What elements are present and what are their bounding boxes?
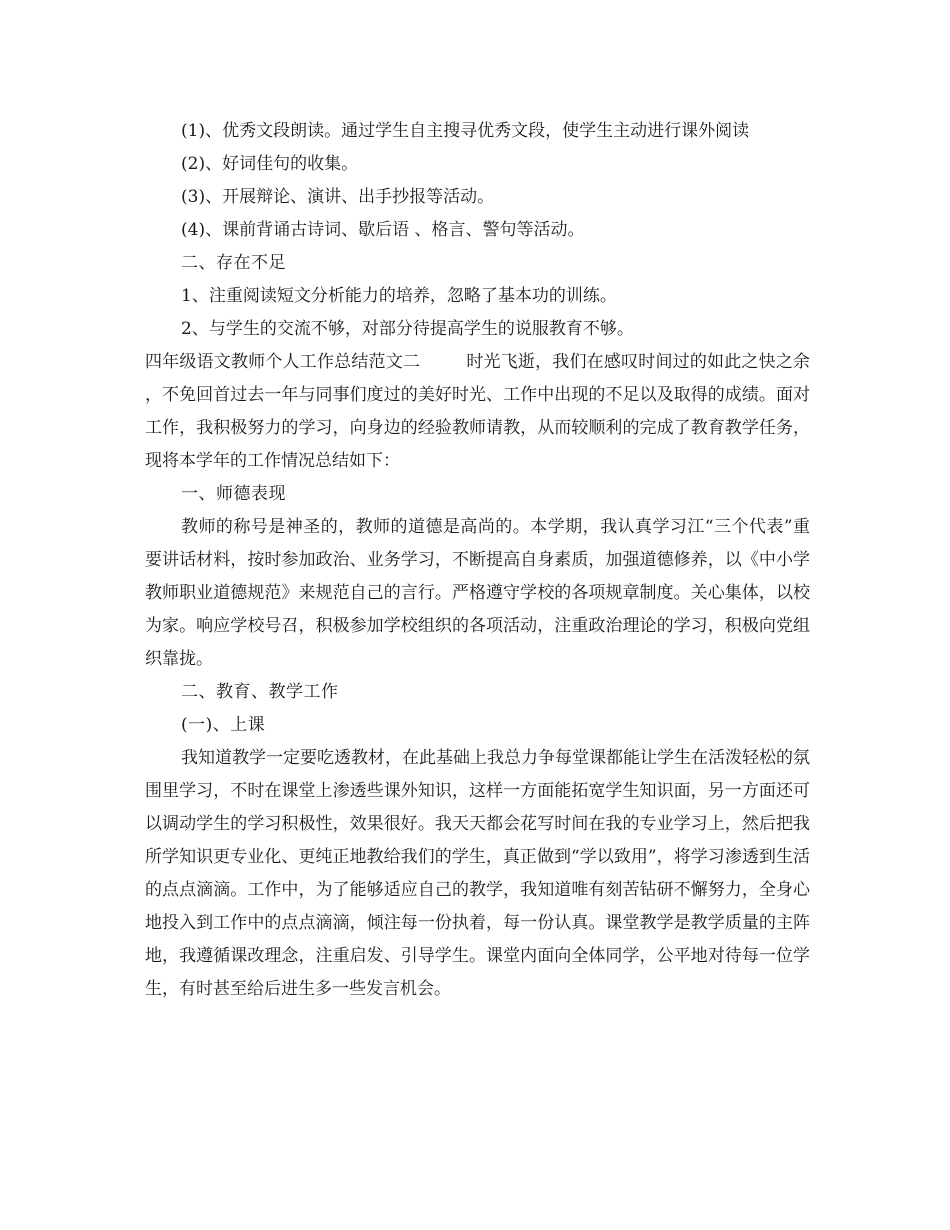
shortcoming-item-1: 1、注重阅读短文分析能力的培养，忽略了基本功的训练。	[181, 286, 617, 306]
ethics-paragraph: 教师的称号是神圣的，教师的道德是高尚的。本学期，我认真学习江“三个代表”重要讲话材料，按时参加政治、业务学习，不断提高自身素质，加强道德修养，以《中小学教师职业道德规范》来规范自己的言行。严格遵守学校的各项规章制度。关心集体，以校为家。响应学校号召，积极参加学校组织的各项活动，注重政治理论的学习，积极向党组织靠拢。	[145, 517, 810, 669]
class-paragraph: 我知道教学一定要吃透教材，在此基础上我总力争每堂课都能让学生在活泼轻松的氛围里学习，不时在课堂上渗透些课外知识，这样一方面能拓宽学生知识面，另一方面还可以调动学生的学习积极性，效果很好。我天天都会花写时间在我的专业学习上，然后把我所学知识更专业化、更纯正地教给我们的学生，真正做到“学以致用”，将学习渗透到生活的点点滴滴。工作中，为了能够适应自己的教学，我知道唯有刻苦钻研不懈努力，全身心地投入到工作中的点点滴滴，倾注每一份执着，每一份认真。课堂教学是教学质量的主阵地，我遵循课改理念，注重启发、引导学生。课堂内面向全体同学，公平地对待每一位学生，有时甚至给后进生多一些发言机会。	[145, 748, 810, 999]
subsection-heading-class: (一)、上课	[181, 715, 266, 735]
list-item-2: (2)、好词佳句的收集。	[181, 154, 359, 174]
section-heading-ethics: 一、师德表现	[181, 484, 286, 504]
list-item-3: (3)、开展辩论、演讲、出手抄报等活动。	[181, 187, 495, 207]
article2-title: 四年级语文教师个人工作总结范文二	[145, 352, 421, 372]
section-heading-teaching: 二、教育、教学工作	[181, 682, 339, 702]
document-page	[145, 115, 810, 1006]
list-item-4: (4)、课前背诵古诗词、歇后语 、格言、警句等活动。	[181, 220, 585, 240]
article2-intro-paragraph	[145, 346, 810, 478]
section-heading-shortcomings: 二、存在不足	[181, 253, 286, 273]
article2-intro-text: 时光飞逝，我们在感叹时间过的如此之快之余，不免回首过去一年与同事们度过的美好时光、工作中出现的不足以及取得的成绩。面对工作，我积极努力的学习，向身边的经验教师请教，从而较顺利的完成了教育教学任务，现将本学年的工作情况总结如下：	[145, 352, 811, 471]
list-item-1: (1)、优秀文段朗读。通过学生自主搜寻优秀文段，使学生主动进行课外阅读	[181, 121, 750, 141]
shortcoming-item-2: 2、与学生的交流不够，对部分待提高学生的说服教育不够。	[181, 319, 634, 339]
